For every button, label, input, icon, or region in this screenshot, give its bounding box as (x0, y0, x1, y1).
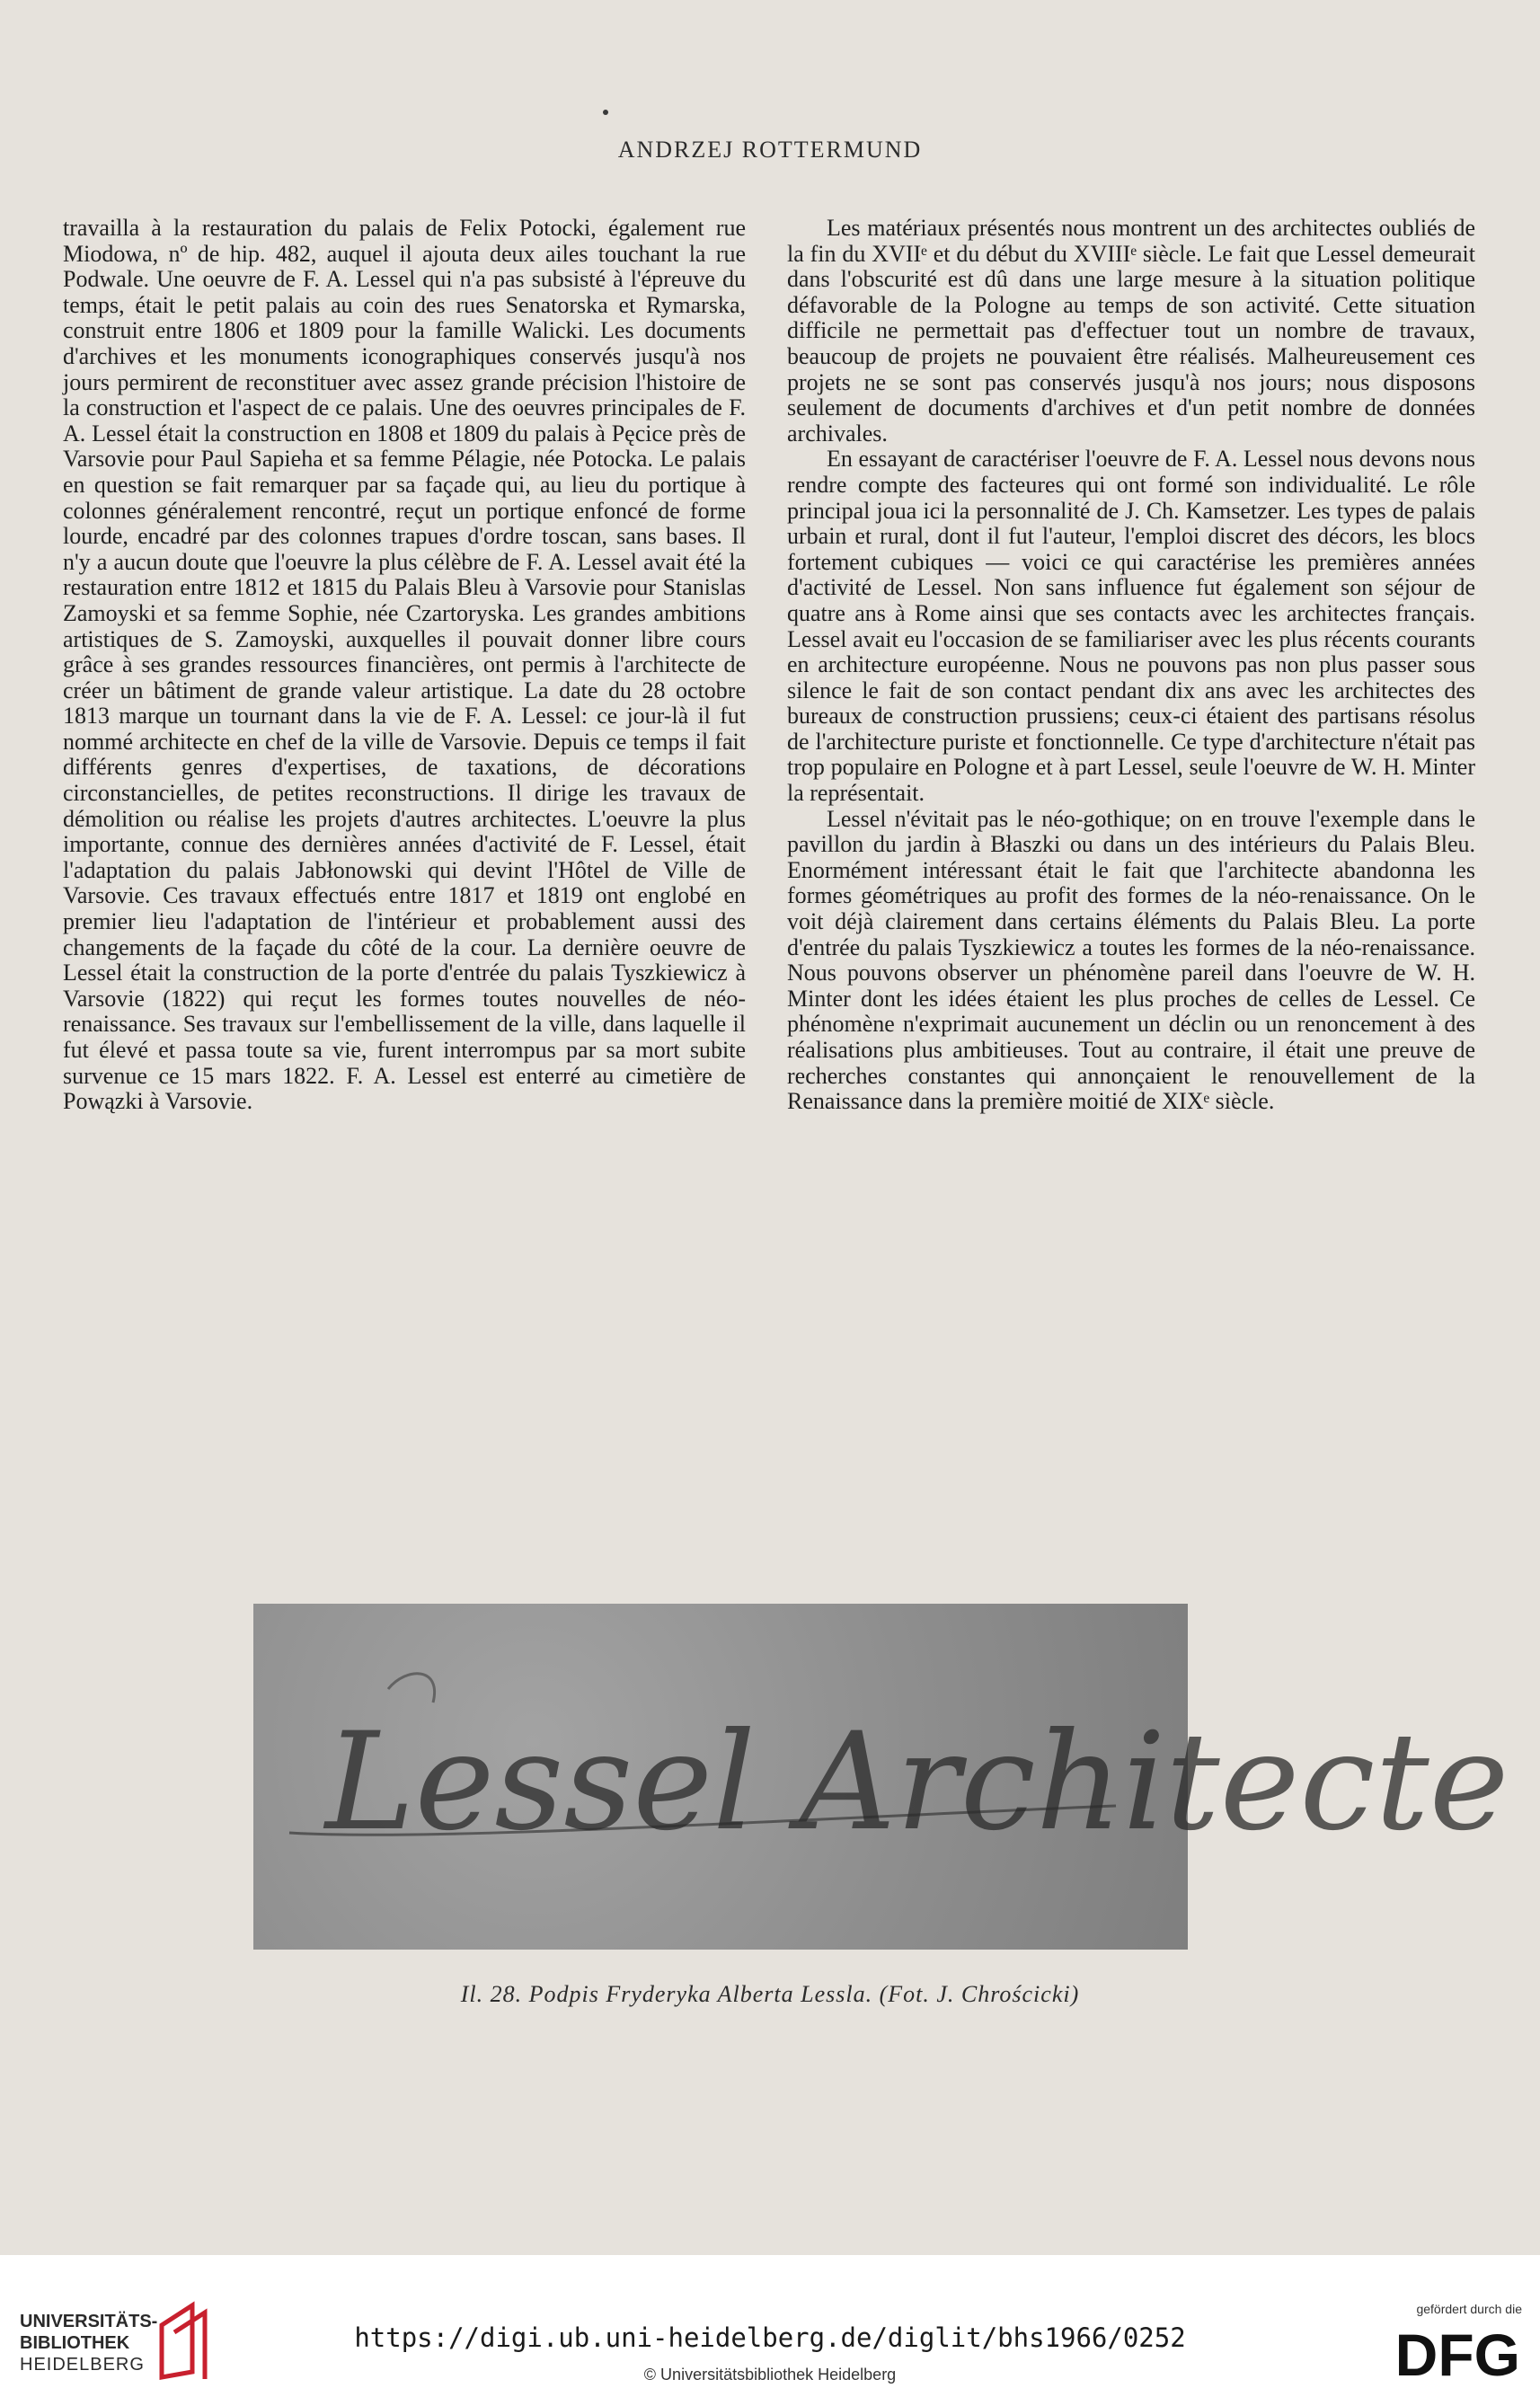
right-paragraph-3: Lessel n'évitait pas le néo-gothique; on en trouve l'exemple dans le pavillon du jardin à Błaszki ou dans un des intérieurs du Palais Bleu. Enormément intéressant était le fait que l'architecte abandonna les formes géométriques au profit des formes de la néo-renaissance. On le voit déjà clairement dans certains éléments du Palais Bleu. La porte d'entrée du palais Tyszkiewicz a toutes les formes de la néo-renaissance. Nous pouvons observer un phénomène pareil dans l'oeuvre de W. H. Minter dont les idées étaient les plus proches de celles de Lessel. Ce phénomène n'exprimait aucunement un déclin ou un renoncement à des réalisations plus ambitieuses. Tout au contraire, il était une preuve de recherches constantes qui annonçaient le renouvellement de la Renaissance dans la première moitié de XIXᵉ siècle. (787, 805, 1475, 1115)
page-mark-dot (603, 110, 608, 115)
signature-flourish (388, 1674, 435, 1703)
right-paragraph-1: Les matériaux présentés nous montrent un des architectes oubliés de la fin du XVIIᵉ et du début du XVIIIᵉ siècle. Le fait que Lessel demeurait dans l'obscurité est dû dans une large mesure à la situation politique défavorable de la Pologne au temps de son activité. Cette situation difficile ne permettait pas d'effectuer tout un nombre de travaux, beaucoup de projets ne pouvaient être réalisés. Malheureusement ces projets ne se sont pas conservés jusqu'à nos jours; nous disposons seulement de documents d'archives et d'un petit nombre de données archivales. (787, 215, 1475, 447)
library-name-line2: BIBLIOTHEK (20, 2333, 130, 2353)
signature-image (253, 1604, 1509, 1950)
library-name-line3: HEIDELBERG (20, 2355, 145, 2375)
right-column (787, 216, 1475, 1428)
copyright-notice: © Universitätsbibliothek Heidelberg (643, 2366, 897, 2384)
permalink-url[interactable]: https://digi.ub.uni-heidelberg.de/diglit/bhs1966/0252 (354, 2322, 1186, 2353)
figure-caption: Il. 28. Podpis Fryderyka Alberta Lessla. (Fot. J. Chrościcki) (460, 1981, 1080, 2007)
funding-note: gefördert durch die (1416, 2302, 1522, 2316)
left-paragraph-1: travailla à la restauration du palais de Felix Potocki, également rue Miodowa, nº de hip. 482, auquel il ajouta deux ailes touchant la rue Podwale. Une oeuvre de F. A. Lessel qui n'a pas subsisté à l'épreuve du temps, était le petit palais au coin des rues Senatorska et Rymarska, construit entre 1806 et 1809 pour la famille Walicki. Les documents d'archives et les monuments iconographiques conservés jusqu'à nos jours permirent de reconstituer avec assez grande précision l'histoire de la construction et l'aspect de ce palais. Une des oeuvres principales de F. A. Lessel était la construction en 1808 et 1809 du palais à Pęcice près de Varsovie pour Paul Sapieha et sa femme Pélagie, née Potocka. Le palais en question se fait remarquer par sa façade qui, au lieu du portique à colonnes généralement rencontré, reçut un portique enfoncé de forme lourde, encadré par des colonnes trapues d'ordre toscan, sans bases. Il n'y a aucun doute que l'oeuvre la plus célèbre de F. A. Lessel avait été la restauration entre 1812 et 1815 du Palais Bleu à Varsovie pour Stanislas Zamoyski et sa femme Sophie, née Czartoryska. Les grandes ambitions artistiques de S. Zamoyski, auxquelles il pouvait donner libre cours grâce à ses grandes ressources financières, ont permis à l'architecte de créer un bâtiment de grande valeur artistique. La date du 28 octobre 1813 marque un tournant dans la vie de F. A. Lessel: ce jour-là il fut nommé architecte en chef de la ville de Varsovie. Depuis ce temps il fait différents genres d'expertises, de taxations, de décorations circonstancielles, de petites reconstructions. Il dirige les travaux de démolition ou réalise les projets d'autres architectes. L'oeuvre la plus importante, connue des dernières années d'activité de F. Lessel, était l'adaptation du palais Jabłonowski qui devint l'Hôtel de Ville de Varsovie. Ces travaux effectués entre 1817 et 1819 ont englobé en premier lieu l'adaptation de l'intérieur et probablement aussi des changements de la façade du côté de la cour. La dernière oeuvre de Lessel était la construction de la porte d'entrée du palais Tyszkiewicz à Varsovie (1822) qui reçut les formes toutes nouvelles de néo-renaissance. Ses travaux sur l'embellissement de la ville, dans laquelle il fut élevé et passa toute sa vie, furent interrompus par sa mort subite survenue ce 15 mars 1822. F. A. Lessel est enterré au cimetière de Powązki à Varsovie. (63, 215, 746, 1115)
signature-handwriting: Lessel Architecte (325, 1704, 1509, 1861)
dfg-logo[interactable] (1369, 2320, 1522, 2388)
left-column (63, 216, 746, 1428)
dfg-logo-text: DFG (1394, 2322, 1520, 2388)
signature-photo (253, 1604, 1509, 1950)
right-paragraph-2: En essayant de caractériser l'oeuvre de F. A. Lessel nous devons nous rendre compte des facteures qui ont formé son individualité. Le rôle principal joua ici la personnalité de J. Ch. Kamsetzer. Les types de palais urbain et rural, dont il fut l'auteur, l'emploi discret des décors, les blocs fortement cubiques — voici ce qui caractérise les premières années d'activité de Lessel. Non sans influence fut également son séjour de quatre ans à Rome ainsi que ses contacts avec les architectes français. Lessel avait eu l'occasion de se familiariser avec les plus récents courants en architecture européenne. Nous ne pouvons pas non plus passer sous silence le fait de son contact pendant dix ans avec les architectes des bureaux de construction prussiens; ceux-ci étaient des partisans résolus de l'architecture puriste et fonctionnelle. Ce type d'architecture n'était pas trop populaire en Pologne et à part Lessel, seule l'oeuvre de W. H. Minter la représentait. (787, 446, 1475, 807)
running-head: ANDRZEJ ROTTERMUND (617, 137, 923, 163)
library-name-line1: UNIVERSITÄTS- (20, 2312, 158, 2331)
